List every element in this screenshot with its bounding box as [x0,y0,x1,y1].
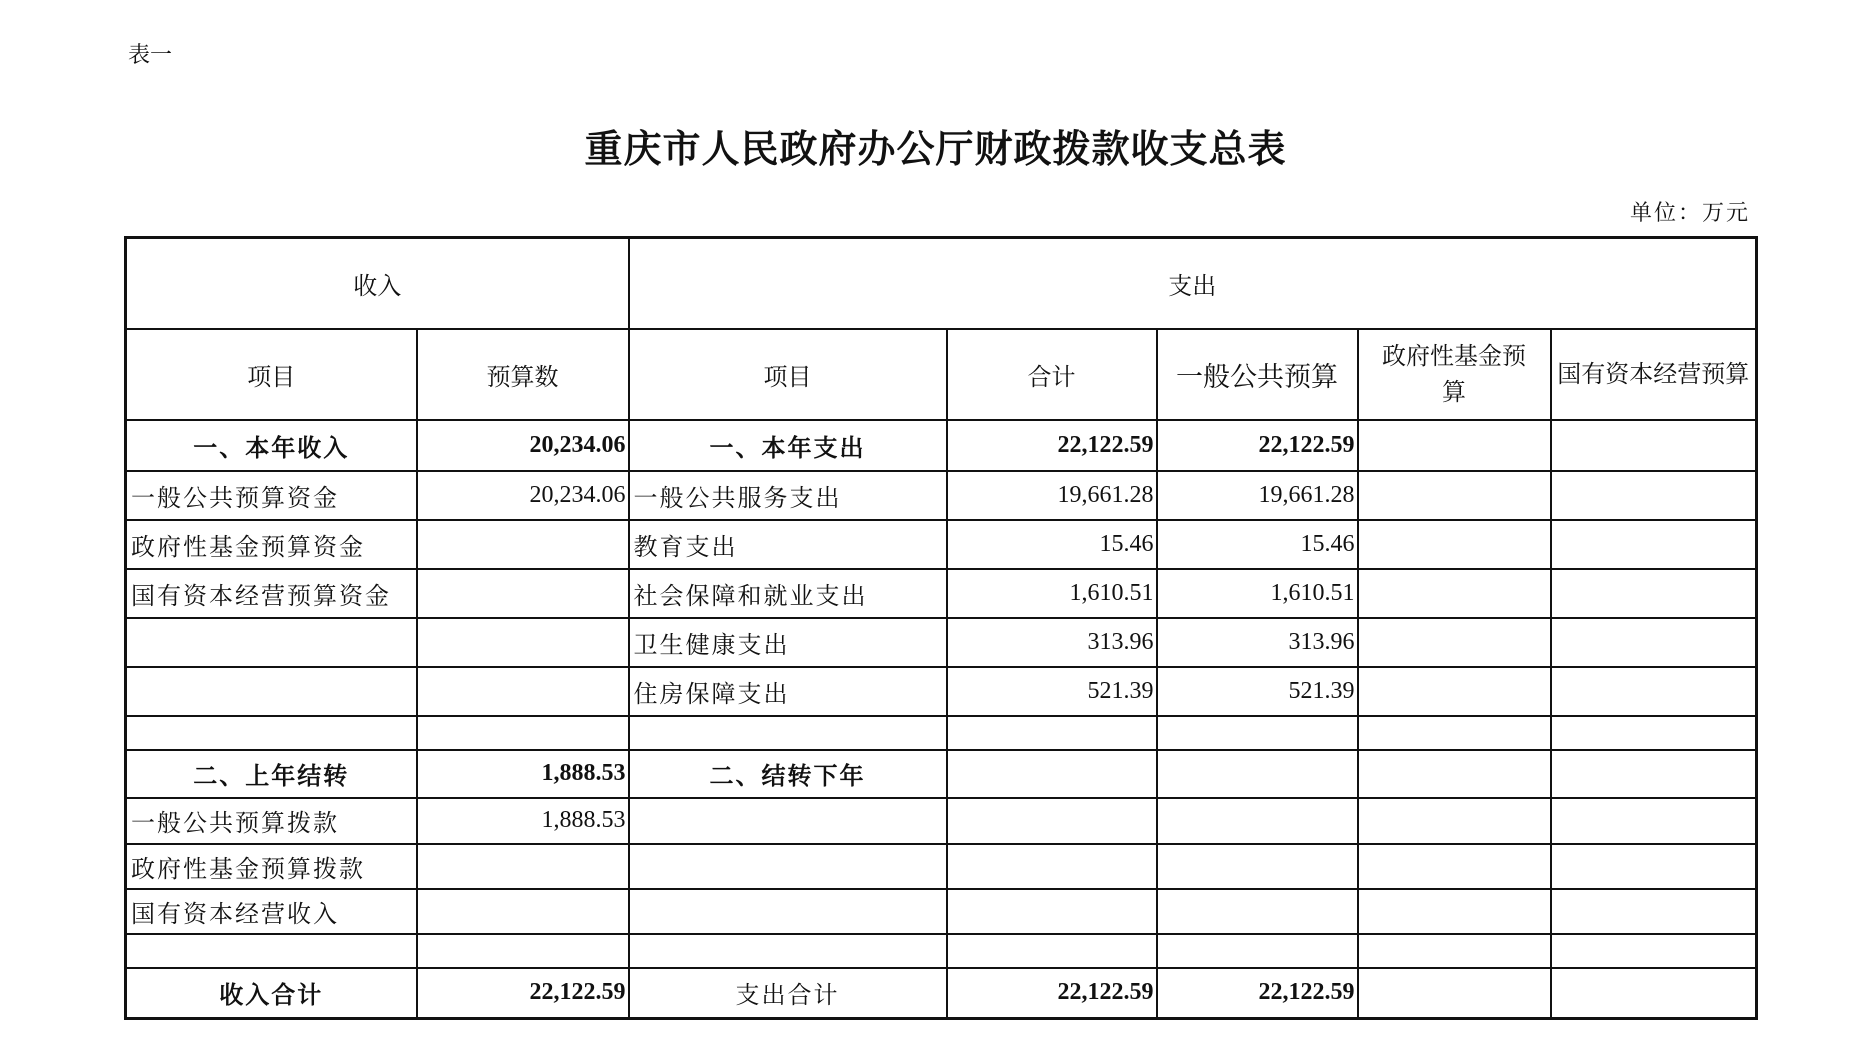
income-group-header: 收入 [126,238,629,329]
general-budget-cell [1157,716,1358,750]
total-cell [947,889,1157,934]
gov-fund-cell [1358,798,1551,844]
page-title: 重庆市人民政府办公厅财政拨款收支总表 [584,126,1287,171]
general-budget-cell [1157,889,1358,934]
table-row [126,471,1757,520]
total-cell [947,716,1157,750]
table-row [126,844,1757,889]
gov-fund-cell [1358,968,1551,1019]
gov-fund-cell [1358,750,1551,798]
total-cell: 1,610.51 [947,569,1157,618]
state-capital-cell [1551,750,1757,798]
gov-fund-cell [1358,420,1551,471]
gov-fund-cell [1358,889,1551,934]
expense-item-cell: 卫生健康支出 [629,618,947,667]
table-row [126,520,1757,569]
income-budget-cell [417,934,629,968]
income-budget-cell [417,618,629,667]
expense-item-cell [629,716,947,750]
table-row [126,716,1757,750]
gov-fund-cell [1358,471,1551,520]
budget-table [124,236,1758,1020]
col-header-income-item: 项目 [126,329,417,420]
income-item-cell: 政府性基金预算拨款 [126,844,417,889]
general-budget-cell: 15.46 [1157,520,1358,569]
expense-item-cell [629,889,947,934]
income-budget-cell [417,889,629,934]
expense-item-cell: 住房保障支出 [629,667,947,716]
state-capital-cell [1551,520,1757,569]
state-capital-cell [1551,569,1757,618]
income-budget-cell: 1,888.53 [417,750,629,798]
income-item-cell: 国有资本经营收入 [126,889,417,934]
income-item-cell: 政府性基金预算资金 [126,520,417,569]
general-budget-cell: 19,661.28 [1157,471,1358,520]
expense-item-cell [629,934,947,968]
general-budget-cell: 313.96 [1157,618,1358,667]
general-budget-cell: 22,122.59 [1157,420,1358,471]
income-budget-cell [417,569,629,618]
general-budget-cell: 22,122.59 [1157,968,1358,1019]
total-cell: 22,122.59 [947,420,1157,471]
expense-group-header: 支出 [629,238,1757,329]
table-row [126,750,1757,798]
unit-label: 单位：万元 [1629,201,1750,226]
state-capital-cell [1551,471,1757,520]
state-capital-cell [1551,934,1757,968]
gov-fund-cell [1358,569,1551,618]
general-budget-cell [1157,750,1358,798]
col-header-state-capital: 国有资本经营预算 [1551,329,1757,420]
general-budget-cell [1157,934,1358,968]
income-item-cell: 二、上年结转 [126,750,417,798]
expense-item-cell: 一、本年支出 [629,420,947,471]
gov-fund-cell [1358,667,1551,716]
col-header-gov-fund: 政府性基金预算 [1358,329,1551,420]
gov-fund-cell [1358,934,1551,968]
general-budget-cell: 1,610.51 [1157,569,1358,618]
state-capital-cell [1551,968,1757,1019]
col-header-income-budget: 预算数 [417,329,629,420]
table-tag: 表一 [128,43,173,68]
income-item-cell: 一、本年收入 [126,420,417,471]
gov-fund-cell [1358,716,1551,750]
expense-item-cell: 一般公共服务支出 [629,471,947,520]
total-cell: 521.39 [947,667,1157,716]
total-cell [947,934,1157,968]
income-budget-cell [417,716,629,750]
income-item-cell [126,716,417,750]
income-item-cell [126,934,417,968]
income-item-cell: 一般公共预算资金 [126,471,417,520]
table-row [126,798,1757,844]
total-cell [947,798,1157,844]
expense-item-cell: 支出合计 [629,968,947,1019]
state-capital-cell [1551,667,1757,716]
income-budget-cell: 20,234.06 [417,471,629,520]
total-cell: 19,661.28 [947,471,1157,520]
total-cell: 15.46 [947,520,1157,569]
state-capital-cell [1551,889,1757,934]
state-capital-cell [1551,420,1757,471]
total-cell: 22,122.59 [947,968,1157,1019]
table-row [126,968,1757,1019]
total-cell: 313.96 [947,618,1157,667]
income-item-cell: 收入合计 [126,968,417,1019]
income-budget-cell: 22,122.59 [417,968,629,1019]
income-item-cell [126,667,417,716]
state-capital-cell [1551,844,1757,889]
income-budget-cell: 1,888.53 [417,798,629,844]
general-budget-cell: 521.39 [1157,667,1358,716]
income-budget-cell [417,520,629,569]
table-row [126,420,1757,471]
expense-item-cell [629,844,947,889]
income-item-cell [126,618,417,667]
income-item-cell: 国有资本经营预算资金 [126,569,417,618]
expense-item-cell: 二、结转下年 [629,750,947,798]
gov-fund-cell [1358,520,1551,569]
col-header-total: 合计 [947,329,1157,420]
general-budget-cell [1157,798,1358,844]
total-cell [947,750,1157,798]
income-budget-cell [417,844,629,889]
table-row [126,934,1757,968]
col-header-expense-item: 项目 [629,329,947,420]
table-row [126,889,1757,934]
table-row [126,667,1757,716]
table-row [126,569,1757,618]
general-budget-cell [1157,844,1358,889]
state-capital-cell [1551,618,1757,667]
total-cell [947,844,1157,889]
col-header-general-budget: 一般公共预算 [1157,329,1358,420]
state-capital-cell [1551,798,1757,844]
expense-item-cell: 教育支出 [629,520,947,569]
expense-item-cell: 社会保障和就业支出 [629,569,947,618]
state-capital-cell [1551,716,1757,750]
gov-fund-cell [1358,844,1551,889]
income-budget-cell [417,667,629,716]
table-row [126,618,1757,667]
expense-item-cell [629,798,947,844]
income-item-cell: 一般公共预算拨款 [126,798,417,844]
gov-fund-cell [1358,618,1551,667]
income-budget-cell: 20,234.06 [417,420,629,471]
